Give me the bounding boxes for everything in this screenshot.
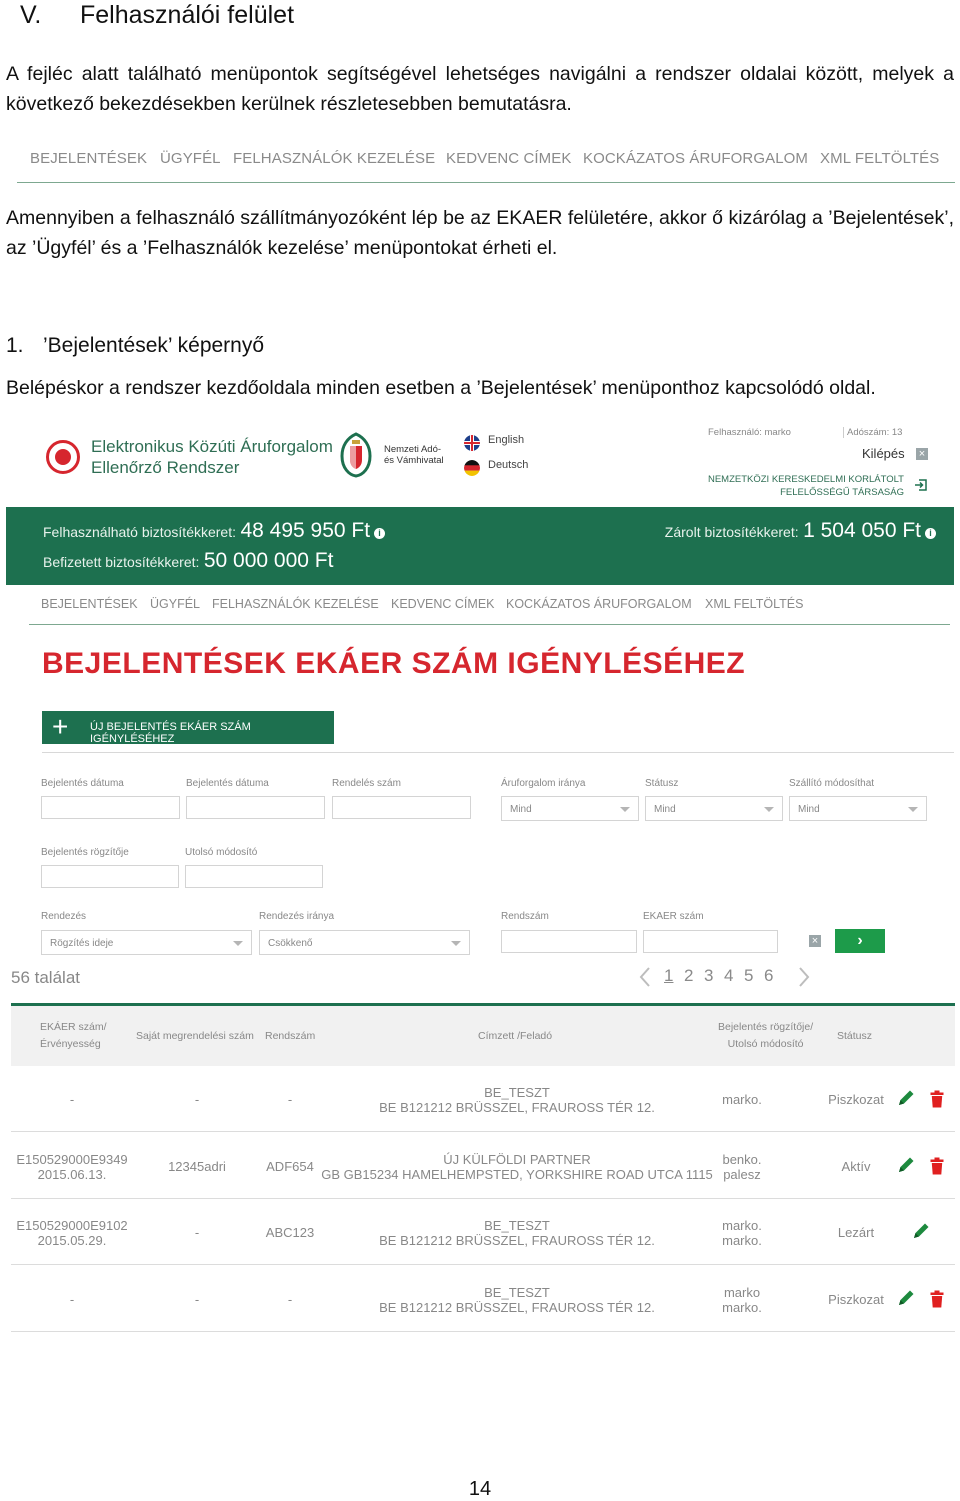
select-value: Mind [510, 804, 532, 815]
page-title: BEJELENTÉSEK EKÁER SZÁM IGÉNYLÉSÉHEZ [42, 647, 746, 680]
header-status[interactable]: Státusz [837, 1030, 873, 1042]
clear-filters-icon[interactable]: × [809, 935, 821, 947]
date-from-input[interactable] [41, 796, 180, 819]
filter-label: Bejelentés dátuma [186, 778, 269, 789]
chevron-down-icon [233, 941, 243, 946]
filter-label: Áruforgalom iránya [501, 778, 586, 789]
header-line: EKÁER szám/ [40, 1021, 107, 1033]
nav-felhasznalok[interactable]: FELHASZNÁLÓK KEZELÉSE [212, 597, 379, 611]
available-guarantee [43, 519, 385, 543]
partner-name: BE_TESZT [484, 1285, 550, 1300]
header-line: Érvényesség [40, 1038, 101, 1050]
filter-label: Rendszám [501, 911, 549, 922]
filter-label: Rendezés iránya [259, 911, 335, 922]
ekaer-logo-text [91, 436, 333, 478]
info-icon[interactable]: i [925, 528, 936, 539]
subsection-title: ’Bejelentések’ képernyő [43, 334, 265, 357]
header-recorder[interactable] [718, 1019, 813, 1053]
locked-label: Zárolt biztosítékkeret: [664, 524, 799, 540]
edit-pencil-icon[interactable] [896, 1155, 916, 1175]
partner-address: BE B121212 BRÜSSZEL, FRAUROSS TÉR 12. [379, 1100, 655, 1115]
search-button[interactable] [835, 929, 885, 953]
row-divider [11, 1264, 955, 1265]
page-link[interactable]: 3 [704, 966, 714, 985]
ekaer-number: - [69, 1292, 75, 1307]
cell-own-order: - [194, 1292, 200, 1307]
cell-addressee [317, 1152, 717, 1182]
validity-date: 2015.05.29. [37, 1233, 107, 1248]
subsection-number: 1. [6, 334, 24, 357]
filter-label: Rendelés szám [332, 778, 401, 789]
select-value: Rögzítés ideje [50, 938, 114, 949]
header-own-order[interactable]: Saját megrendelési szám [136, 1030, 254, 1042]
delete-trash-icon[interactable] [930, 1290, 944, 1308]
guarantee-bar [6, 507, 954, 585]
lang-deutsch[interactable]: Deutsch [488, 459, 529, 471]
table-row[interactable] [11, 1199, 955, 1265]
page-link[interactable]: 2 [684, 966, 694, 985]
status-badge: Aktív [841, 1159, 871, 1174]
status-badge: Piszkozat [828, 1292, 884, 1307]
menu-item-xml[interactable]: XML FELTÖLTÉS [820, 150, 940, 167]
menu-item-ugyfel[interactable]: ÜGYFÉL [160, 150, 221, 167]
header-plate[interactable]: Rendszám [265, 1030, 316, 1042]
date-to-input[interactable] [186, 796, 325, 819]
cell-addressee [317, 1285, 717, 1315]
modifier-name: palesz [723, 1167, 761, 1182]
recorder-name: benko. [722, 1152, 762, 1167]
paid-label: Befizetett biztosítékkeret: [43, 554, 200, 570]
paid-guarantee [43, 549, 333, 573]
company-line-2: FELELŐSSÉGŰ TÁRSASÁG [780, 487, 904, 498]
select-value: Mind [798, 804, 820, 815]
menu-item-felhasznalok[interactable]: FELHASZNÁLÓK KEZELÉSE [233, 150, 436, 167]
partner-name: ÚJ KÜLFÖLDI PARTNER [443, 1152, 591, 1167]
recorder-name: marko. [722, 1218, 762, 1233]
company-name [700, 473, 904, 499]
cell-own-order: - [194, 1225, 200, 1240]
cell-ekaer [11, 1218, 133, 1248]
cell-plate: ABC123 [265, 1225, 315, 1240]
header-ekaer[interactable] [40, 1019, 107, 1053]
plate-input[interactable] [501, 930, 637, 953]
last-modifier-input[interactable] [185, 865, 323, 888]
locked-value: 1 504 050 Ft [803, 519, 921, 542]
cell-own-order: - [194, 1092, 200, 1107]
cell-ekaer [11, 1152, 133, 1182]
page-link[interactable]: 4 [724, 966, 734, 985]
modifier-name: marko. [722, 1300, 762, 1315]
logo-line-1: Elektronikus Közúti Áruforgalom [91, 437, 333, 456]
locked-guarantee [665, 519, 936, 543]
info-icon[interactable]: i [374, 528, 385, 539]
table-row[interactable] [11, 1066, 955, 1132]
ekaer-number: E150529000E9102 [16, 1218, 128, 1233]
partner-name: BE_TESZT [484, 1218, 550, 1233]
row-divider [11, 1131, 955, 1132]
cell-own-order: 12345adri [168, 1159, 226, 1174]
de-flag-icon[interactable] [464, 460, 480, 476]
sort-select[interactable] [41, 930, 252, 955]
table-row[interactable] [11, 1266, 955, 1332]
edit-pencil-icon[interactable] [896, 1288, 916, 1308]
ekaer-number-input[interactable] [643, 930, 778, 953]
recorder-input[interactable] [41, 865, 179, 888]
carrier-modify-select[interactable] [789, 796, 927, 821]
cell-recorder [712, 1152, 772, 1182]
intro-paragraph: A fejléc alatt található menüpontok segítségével lehetséges navigálni a rendszer oldalai között, melyek a következő bekezdésekben kerülnek részletesebben bemutatásra. [6, 63, 954, 115]
nav-kockazatos[interactable]: KOCKÁZATOS ÁRUFORGALOM [506, 597, 692, 611]
role-paragraph: Amennyiben a felhasználó szállítmányozóként lép be az EKAER felületére, akkor ő kizárólag a ’Bejelentések’, az ’Ügyfél’ és a ’Felhasználók kezelése’ menüpontokat érheti el. [6, 207, 954, 259]
chevron-down-icon [620, 807, 630, 812]
cell-ekaer [11, 1292, 133, 1307]
page-link[interactable]: 6 [764, 966, 774, 985]
nav-line-1: Nemzeti Adó- [384, 444, 442, 455]
prev-page-icon[interactable] [638, 966, 652, 988]
chevron-right-icon: › [857, 932, 863, 949]
chevron-down-icon [764, 807, 774, 812]
edit-pencil-icon[interactable] [911, 1221, 931, 1241]
header-line: Bejelentés rögzítője/ [718, 1021, 814, 1033]
modifier-name: marko. [722, 1233, 762, 1248]
app-main-menu [29, 596, 950, 625]
lang-english[interactable]: English [488, 434, 525, 446]
filter-label: EKAER szám [643, 911, 704, 922]
select-value: Mind [654, 804, 676, 815]
section-number: V. [20, 1, 42, 29]
cell-plate: ADF654 [266, 1159, 314, 1174]
cell-addressee [317, 1218, 717, 1248]
plus-icon: + [52, 711, 69, 742]
filter-label: Rendezés [41, 911, 87, 922]
cell-recorder [712, 1285, 772, 1315]
chevron-down-icon [451, 941, 461, 946]
table-row[interactable] [11, 1133, 955, 1199]
status-select[interactable] [645, 796, 783, 821]
direction-select[interactable] [501, 796, 639, 821]
menu-item-kedvenc[interactable]: KEDVENC CÍMEK [446, 150, 572, 167]
menu-item-kockazatos[interactable]: KOCKÁZATOS ÁRUFORGALOM [583, 150, 809, 167]
new-declaration-button[interactable] [42, 711, 334, 744]
header-line: Utolsó módosító [727, 1038, 804, 1050]
company-line-1: NEMZETKÖZI KERESKEDELMI KORLÁTOLT [707, 474, 904, 485]
cell-recorder [712, 1092, 772, 1107]
nav-ugyfel[interactable]: ÜGYFÉL [150, 597, 201, 611]
partner-name: BE_TESZT [484, 1085, 550, 1100]
section-title: Felhasználói felület [80, 1, 295, 29]
nav-xml[interactable]: XML FELTÖLTÉS [705, 597, 804, 611]
next-page-icon[interactable] [797, 966, 811, 988]
nav-kedvenc[interactable]: KEDVENC CÍMEK [391, 597, 495, 611]
menu-item-bejelentesek[interactable]: BEJELENTÉSEK [30, 150, 148, 167]
subsection-heading [6, 331, 264, 361]
startup-paragraph: Belépéskor a rendszer kezdőoldala minden esetben a ’Bejelentések’ menüponthoz kapcsolódó oldal. [6, 377, 876, 399]
order-number-input[interactable] [332, 796, 471, 819]
page-link[interactable]: 1 [664, 966, 674, 985]
ekaer-number: - [69, 1092, 75, 1107]
row-divider [11, 1331, 955, 1332]
sort-direction-select[interactable] [259, 930, 470, 955]
recorder-name: marko [723, 1285, 761, 1300]
page-number: 14 [468, 1478, 492, 1500]
available-label: Felhasználható biztosítékkeret: [43, 524, 236, 540]
switch-company-icon[interactable] [914, 478, 928, 492]
logout-link[interactable]: Kilépés [862, 446, 905, 461]
cell-recorder [712, 1218, 772, 1248]
header-addressee[interactable]: Címzett /Feladó [478, 1030, 553, 1042]
cell-plate: - [287, 1292, 293, 1307]
user-label: Felhasználó: marko [708, 427, 791, 438]
available-value: 48 495 950 Ft [240, 519, 371, 542]
select-value: Csökkenő [268, 938, 313, 949]
filter-label: Státusz [645, 778, 679, 789]
new-declaration-label: ÚJ BEJELENTÉS EKÁER SZÁM IGÉNYLÉSÉHEZ [90, 721, 251, 745]
coat-of-arms-icon [339, 432, 373, 478]
close-icon[interactable]: × [916, 448, 928, 460]
partner-address: GB GB15234 HAMELHEMPSTED, YORKSHIRE ROAD UTCA 1115 [321, 1167, 713, 1182]
chevron-down-icon [908, 807, 918, 812]
paid-value: 50 000 000 Ft [203, 549, 334, 572]
divider [42, 752, 954, 753]
tax-label: Adószám: 13 [843, 427, 902, 438]
section-heading [20, 0, 294, 30]
cell-ekaer [11, 1092, 133, 1107]
filter-label: Szállító módosíthat [789, 778, 875, 789]
partner-address: BE B121212 BRÜSSZEL, FRAUROSS TÉR 12. [379, 1300, 655, 1315]
nav-line-2: és Vámhivatal [384, 455, 444, 466]
filter-label: Utolsó módosító [185, 847, 258, 858]
nav-bejelentesek[interactable]: BEJELENTÉSEK [41, 597, 138, 611]
validity-date: 2015.06.13. [37, 1167, 107, 1182]
edit-pencil-icon[interactable] [896, 1088, 916, 1108]
partner-address: BE B121212 BRÜSSZEL, FRAUROSS TÉR 12. [379, 1233, 655, 1248]
cell-plate: - [287, 1092, 293, 1107]
status-badge: Piszkozat [828, 1092, 884, 1107]
filter-label: Bejelentés dátuma [41, 778, 124, 789]
recorder-name: marko. [722, 1092, 762, 1107]
menu-illustration [17, 148, 955, 183]
uk-flag-icon[interactable] [464, 435, 480, 451]
nav-logo-text [384, 444, 444, 466]
result-count: 56 találat [11, 968, 80, 987]
cell-addressee [317, 1085, 717, 1115]
page-link[interactable]: 5 [744, 966, 754, 985]
ekaer-number: E150529000E9349 [16, 1152, 128, 1167]
delete-trash-icon[interactable] [930, 1157, 944, 1175]
status-badge: Lezárt [837, 1225, 875, 1240]
delete-trash-icon[interactable] [930, 1090, 944, 1108]
filter-label: Bejelentés rögzítője [41, 847, 129, 858]
ekaer-logo-icon [46, 440, 80, 474]
logo-line-2: Ellenőrző Rendszer [91, 458, 240, 477]
